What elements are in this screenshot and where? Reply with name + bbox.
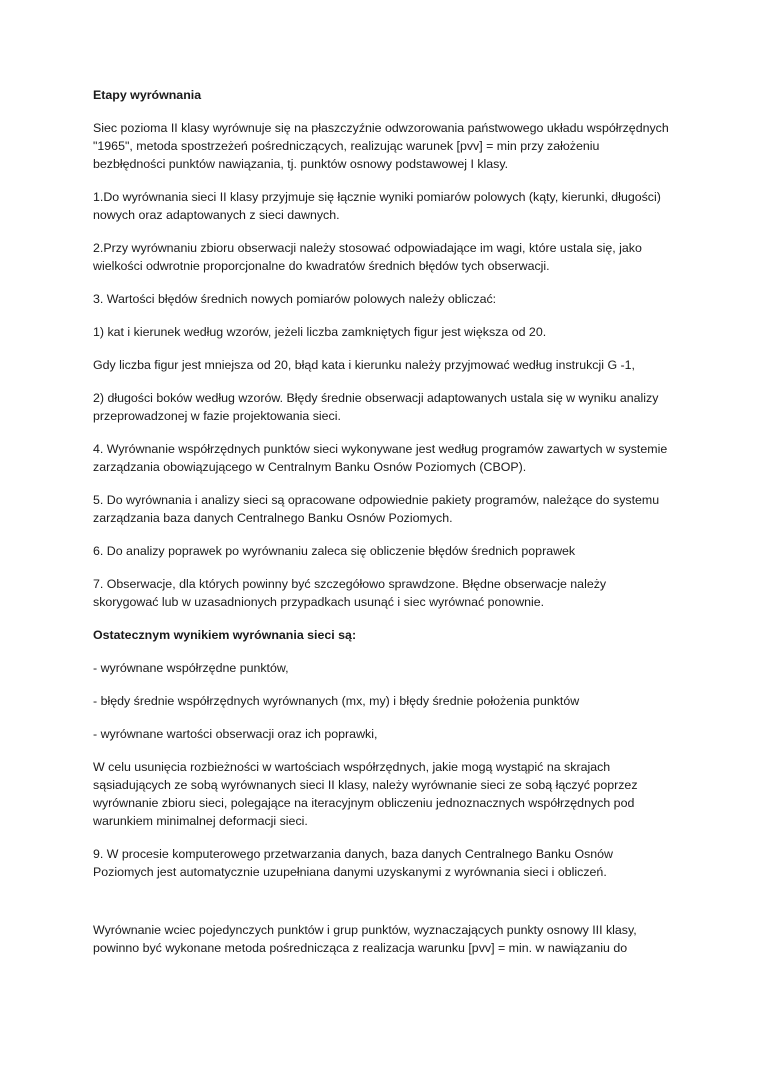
paragraph: 3. Wartości błędów średnich nowych pomiarów polowych należy obliczać: [93,292,497,306]
paragraph: 1.Do wyrównania sieci II klasy przyjmuje się łącznie wyniki pomiarów polowych (kąty, kierunki, długości) nowych oraz adaptowanych z sieci dawnych. [93,190,661,222]
document-page [93,86,673,972]
paragraph: 5. Do wyrównania i analizy sieci są opracowane odpowiednie pakiety programów, należące do systemu zarządzania baza danych Centralnego Banku Osnów Poziomych. [93,493,660,525]
paragraph: W celu usunięcia rozbieżności w wartościach współrzędnych, jakie mogą wystąpić na skrajach sąsiadujących ze sobą wyrównanych sieci II klasy, należy wyrównanie sieci ze sobą łączyć poprzez wyrównanie zbioru sieci, polegające na iteracyjnym obliczeniu jednoznacznych współrzędnych pod warunkiem minimalnej deformacji sieci. [93,760,638,828]
paragraph: 6. Do analizy poprawek po wyrównaniu zaleca się obliczenie błędów średnich poprawek [93,544,576,558]
paragraph: 1) kat i kierunek według wzorów, jeżeli liczba zamkniętych figur jest większa od 20. [93,325,547,339]
list-item: - wyrównane wartości obserwacji oraz ich poprawki, [93,727,378,741]
intro-paragraph: Siec pozioma II klasy wyrównuje się na płaszczyźnie odwzorowania państwowego układu współrzędnych "1965", metoda spostrzeżeń pośredniczących, realizując warunek [pvv] = min przy założeniu bezbłędności punktów nawiązania, tj. punktów osnowy podstawowej I klasy. [93,121,669,171]
paragraph: 2.Przy wyrównaniu zbioru obserwacji należy stosować odpowiadające im wagi, które ustala się, jako wielkości odwrotnie proporcjonalne do kwadratów średnich błędów tych obserwacji. [93,241,642,273]
list-item: - wyrównane współrzędne punktów, [93,661,289,675]
paragraph: 2) długości boków według wzorów. Błędy średnie obserwacji adaptowanych ustala się w wyniku analizy przeprowadzonej w fazie projektowania sieci. [93,391,659,423]
list-item: - błędy średnie współrzędnych wyrównanych (mx, my) i błędy średnie położenia punktów [93,694,580,708]
results-subheading: Ostatecznym wynikiem wyrównania sieci są: [93,628,357,642]
paragraph: 4. Wyrównanie współrzędnych punktów sieci wykonywane jest według programów zawartych w systemie zarządzania obowiązującego w Centralnym Banku Osnów Poziomych (CBOP). [93,442,668,474]
paragraph: 9. W procesie komputerowego przetwarzania danych, baza danych Centralnego Banku Osnów Poziomych jest automatycznie uzupełniana danymi uzyskanymi z wyrównania sieci i obliczeń. [93,847,614,879]
paragraph: 7. Obserwacje, dla których powinny być szczegółowo sprawdzone. Błędne obserwacje należy skorygować lub w uzasadnionych przypadkach usunąć i siec wyrównać ponownie. [93,577,607,609]
final-paragraph: Wyrównanie wciec pojedynczych punktów i grup punktów, wyznaczających punkty osnowy III klasy, powinno być wykonane metoda pośrednicząca z realizacja warunku [pvv] = min. w nawiązaniu do [93,923,637,955]
paragraph: Gdy liczba figur jest mniejsza od 20, błąd kata i kierunku należy przyjmować według instrukcji G -1, [93,358,635,372]
document-title: Etapy wyrównania [93,88,202,102]
